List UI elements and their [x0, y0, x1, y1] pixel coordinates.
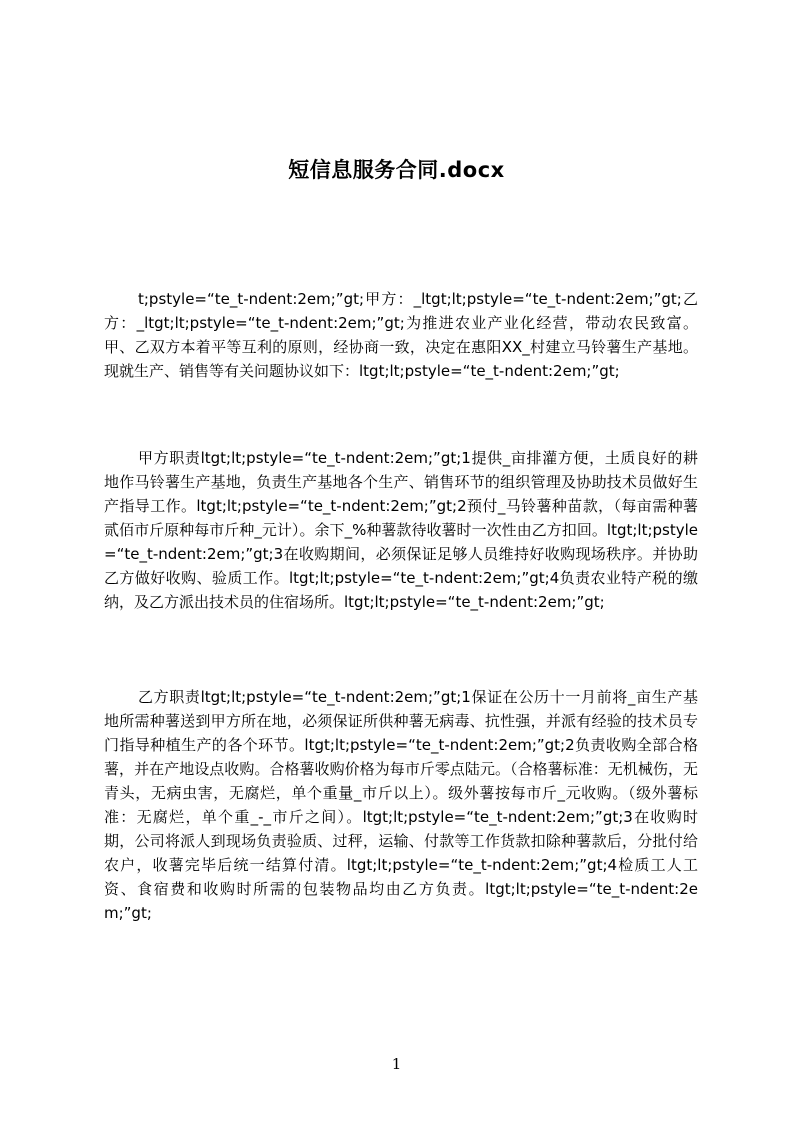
paragraph-party-b-duties: 乙方职责ltgt;lt;pstyle=“te_t-ndent:2em;”gt;1保证在公历十一月前将_亩生产基地所需种薯送到甲方所在地，必须保证所供种薯无病毒、抗性强，并派有经验的技术员专门指导种植生产的各个环节。ltgt;lt;pstyle=“te_t-ndent:2em;”gt;2负责收购全部合格薯，并在产地设点收购。合格薯收购价格为每市斤零点陆元。（合格薯标准：无机械伤，无青头，无病虫害，无腐烂，单个重量_市斤以上）。级外薯按每市斤_元收购。（级外薯标准：无腐烂，单个重_-_市斤之间）。ltgt;lt;pstyle=“te_t-ndent:2em;”gt;3在收购时期，公司将派人到现场负责验质、过秤，运输、付款等工作货款扣除种薯款后，分批付给农户，收薯完毕后统一结算付清。ltgt;lt;pstyle=“te_t-ndent:2em;”gt;4检质工人工资、食宿费和收购时所需的包装物品均由乙方负责。ltgt;lt;pstyle=“te_t-ndent:2em;”gt;	[104, 688, 698, 922]
paragraph-intro: t;pstyle=“te_t-ndent:2em;”gt;甲方：_ltgt;lt;pstyle=“te_t-ndent:2em;”gt;乙方：_ltgt;lt;pstyle=“te_t-ndent:2em;”gt;为推进农业产业化经营，带动农民致富。甲、乙双方本着平等互利的原则，经协商一致，决定在惠阳XX_村建立马铃薯生产基地。现就生产、销售等有关问题协议如下：ltgt;lt;pstyle=“te_t-ndent:2em;”gt;	[104, 290, 698, 380]
document-title: 短信息服务合同.docx	[288, 158, 505, 183]
paragraph-party-a-duties: 甲方职责ltgt;lt;pstyle=“te_t-ndent:2em;”gt;1提供_亩排灌方便，土质良好的耕地作马铃薯生产基地，负责生产基地各个生产、销售环节的组织管理及协助技术员做好生产指导工作。ltgt;lt;pstyle=“te_t-ndent:2em;”gt;2预付_马铃薯种苗款，（每亩需种薯贰佰市斤原种每市斤种_元计）。余下_%种薯款待收薯时一次性由乙方扣回。ltgt;lt;pstyle=“te_t-ndent:2em;”gt;3在收购期间，必须保证足够人员维持好收购现场秩序。并协助乙方做好收购、验质工作。ltgt;lt;pstyle=“te_t-ndent:2em;”gt;4负责农业特产税的缴纳，及乙方派出技术员的住宿场所。ltgt;lt;pstyle=“te_t-ndent:2em;”gt;	[104, 449, 698, 611]
page-number: 1	[391, 1055, 402, 1073]
